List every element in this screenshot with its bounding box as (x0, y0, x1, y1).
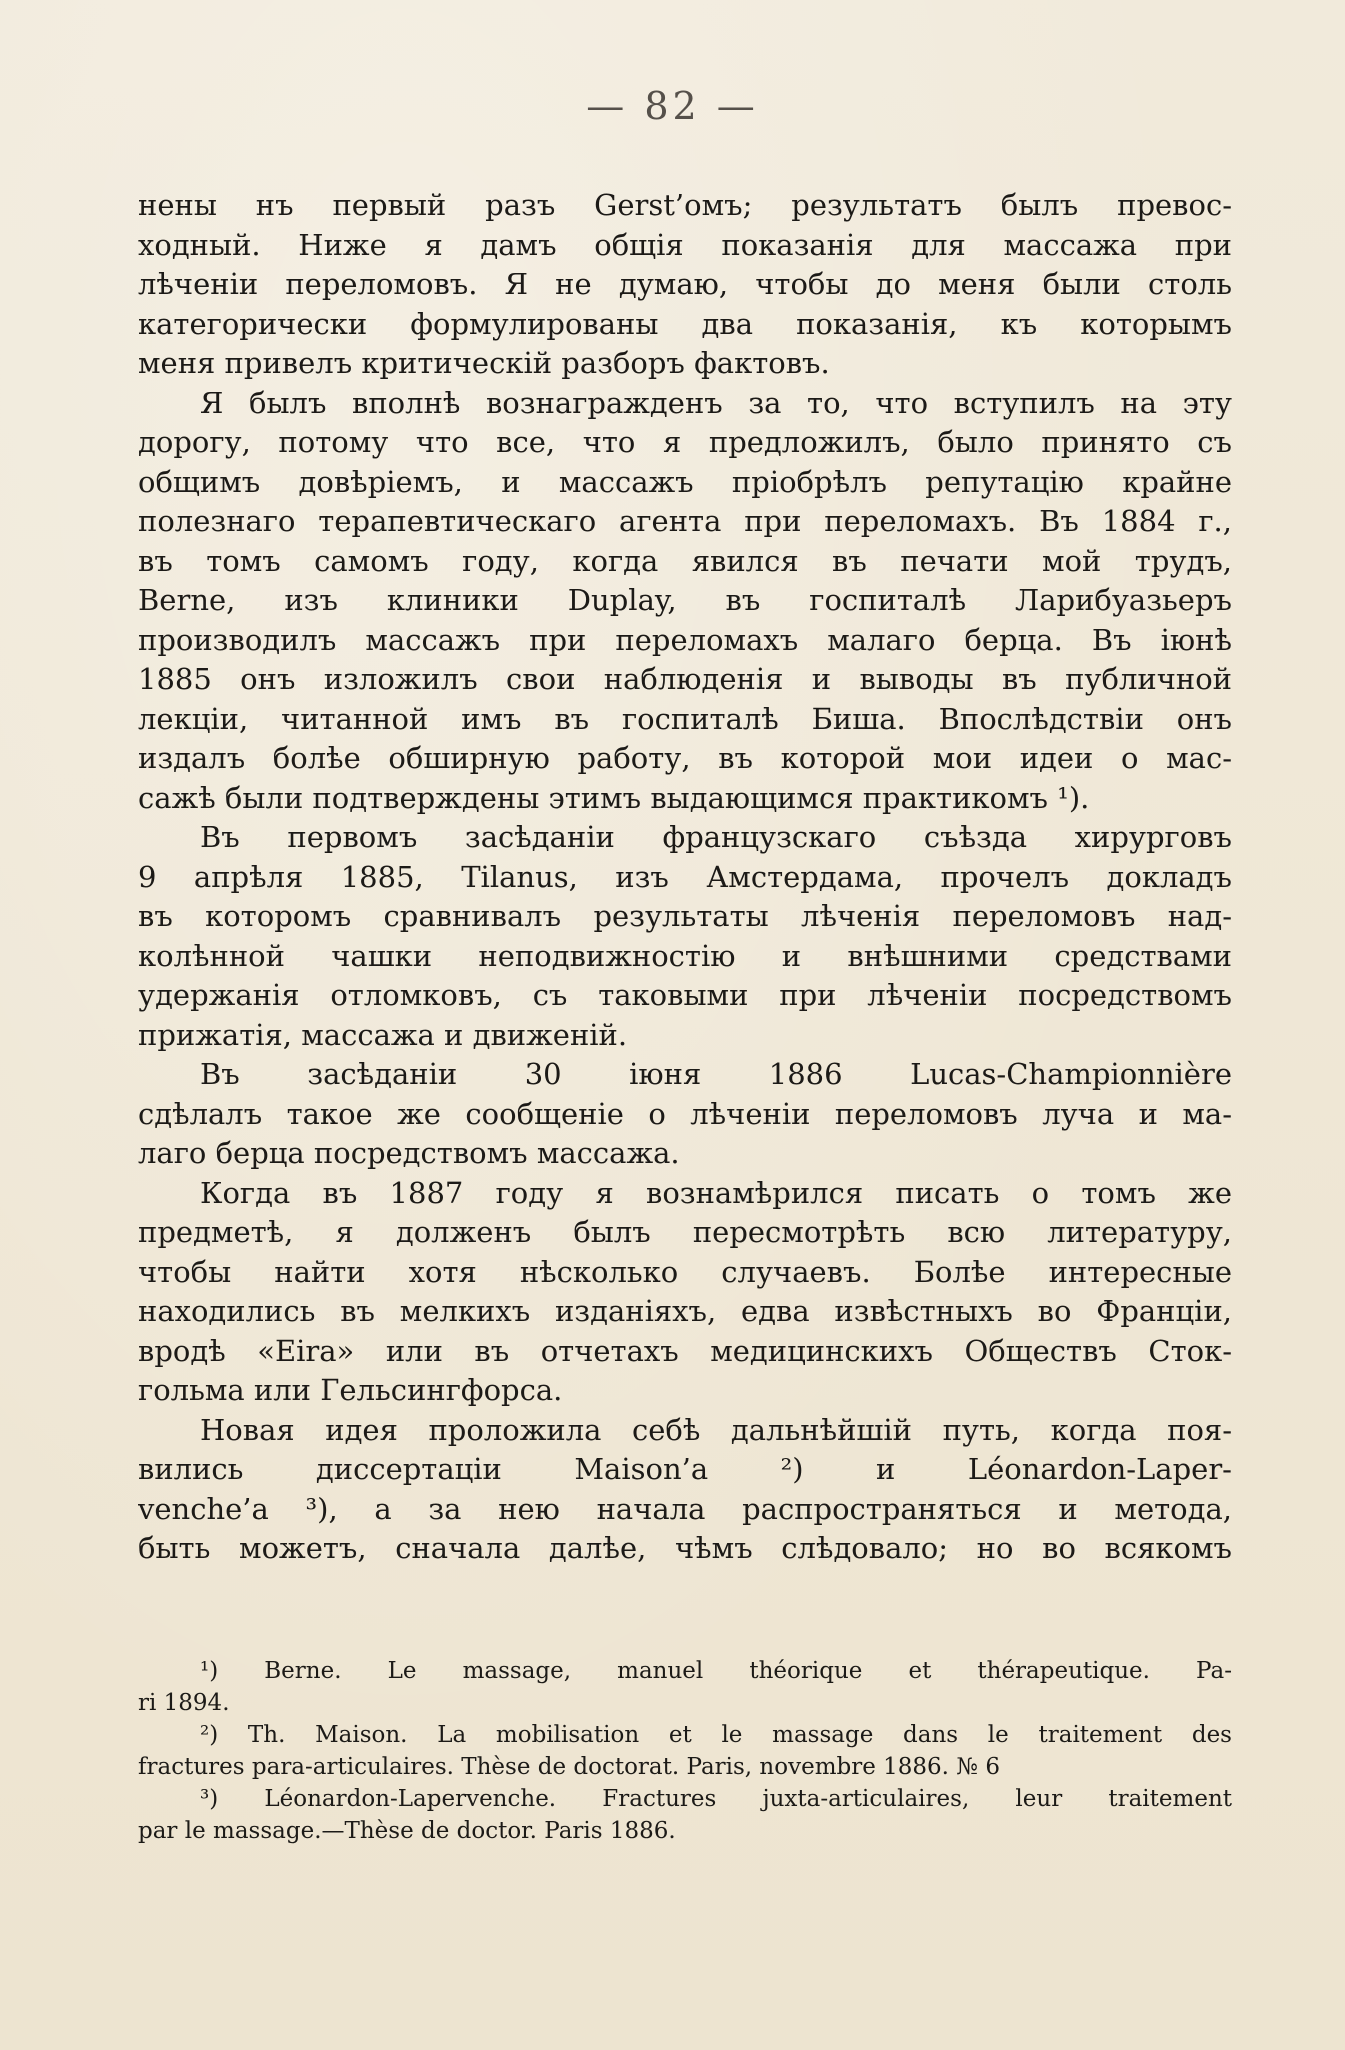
text-line: прижатія, массажа и движеній. (138, 1017, 628, 1052)
footnote-line: fractures para-articulaires. Thèse de doctorat. Paris, novembre 1886. № 6 (138, 1754, 1001, 1780)
text-line: 9 апрѣля 1885, Tilanus, изъ Амстердама, прочелъ докладъ (138, 859, 1232, 894)
footnote-line: ri 1894. (138, 1690, 230, 1716)
text-line: Въ первомъ засѣданіи французскаго съѣзда хирурговъ (200, 820, 1232, 854)
text-line: ходный. Ниже я дамъ общія показанія для массажа при (138, 227, 1232, 262)
body-text (138, 186, 1232, 1569)
text-line: категорически формулированы два показанія, къ которымъ (138, 306, 1232, 341)
text-line: быть можетъ, сначала далѣе, чѣмъ слѣдовало; но во всякомъ (138, 1531, 1232, 1565)
text-line: общимъ довѣріемъ, и массажъ пріобрѣлъ репутацію крайне (138, 464, 1232, 499)
text-line: находились въ мелкихъ изданіяхъ, едва извѣстныхъ во Франціи, (138, 1294, 1232, 1328)
text-line: Berne, изъ клиники Duplay, въ госпиталѣ Ларибуазьеръ (138, 583, 1232, 617)
text-line: вродѣ «Eira» или въ отчетахъ медицинскихъ Обществъ Сток- (138, 1333, 1232, 1368)
text-line: Въ засѣданіи 30 іюня 1886 Lucas-Championnière (200, 1057, 1232, 1091)
text-line: въ томъ самомъ году, когда явился въ печати мой трудъ, (138, 543, 1232, 578)
text-line: колѣнной чашки неподвижностію и внѣшними средствами (138, 938, 1232, 973)
text-line: предметѣ, я долженъ былъ пересмотрѣть всю литературу, (138, 1215, 1232, 1249)
text-line: Когда въ 1887 году я вознамѣрился писать о томъ же (200, 1175, 1232, 1210)
footnote-line: ³) Léonardon-Lapervenche. Fractures juxta-articulaires, leur traitement (200, 1786, 1232, 1812)
page-number: — 82 — (586, 84, 759, 128)
text-line: лѣченіи переломовъ. Я не думаю, чтобы до меня были столь (138, 267, 1232, 301)
text-line: полезнаго терапевтическаго агента при переломахъ. Въ 1884 г., (138, 504, 1232, 538)
text-line: venche’a ³), а за нею начала распространяться и метода, (138, 1491, 1232, 1526)
text-line: сажѣ были подтверждены этимъ выдающимся практикомъ ¹). (138, 780, 1090, 815)
footnote-line: ²) Th. Maison. La mobilisation et le massage dans le traitement des (200, 1722, 1232, 1748)
footnote-line: ¹) Berne. Le massage, manuel théorique et thérapeutique. Pa- (200, 1658, 1232, 1684)
text-line: удержанія отломковъ, съ таковыми при лѣченіи посредствомъ (138, 978, 1232, 1012)
text-line: сдѣлалъ такое же сообщеніе о лѣченіи переломовъ луча и ма- (138, 1096, 1232, 1131)
text-line: меня привелъ критическій разборъ фактовъ. (138, 346, 830, 380)
text-line: вились диссертаціи Maison’a ²) и Léonardon-Laper- (138, 1452, 1232, 1486)
text-line: издалъ болѣе обширную работу, въ которой мои идеи о мас- (138, 741, 1232, 775)
footnote-line: par le massage.—Thèse de doctor. Paris 1886. (138, 1818, 676, 1844)
text-line: чтобы найти хотя нѣсколько случаевъ. Болѣе интересные (138, 1254, 1232, 1289)
text-line: производилъ массажъ при переломахъ малаго берца. Въ іюнѣ (138, 622, 1232, 657)
text-line: 1885 онъ изложилъ свои наблюденія и выводы въ публичной (138, 662, 1232, 696)
text-line: Новая идея проложила себѣ дальнѣйшій путь, когда поя- (200, 1412, 1232, 1447)
text-line: дорогу, потому что все, что я предложилъ, было принято съ (138, 425, 1232, 459)
text-line: нены нъ первый разъ Gerst’омъ; результатъ былъ превос- (138, 188, 1232, 222)
text-line: лекціи, читанной имъ въ госпиталѣ Биша. Впослѣдствіи онъ (138, 701, 1232, 736)
text-line: гольма или Гельсингфорса. (138, 1373, 563, 1407)
text-line: въ которомъ сравнивалъ результаты лѣченія переломовъ над- (138, 899, 1232, 933)
text-line: Я былъ вполнѣ вознагражденъ за то, что вступилъ на эту (200, 385, 1232, 420)
footnotes (138, 1655, 1232, 1847)
text-line: лаго берца посредствомъ массажа. (138, 1136, 680, 1170)
